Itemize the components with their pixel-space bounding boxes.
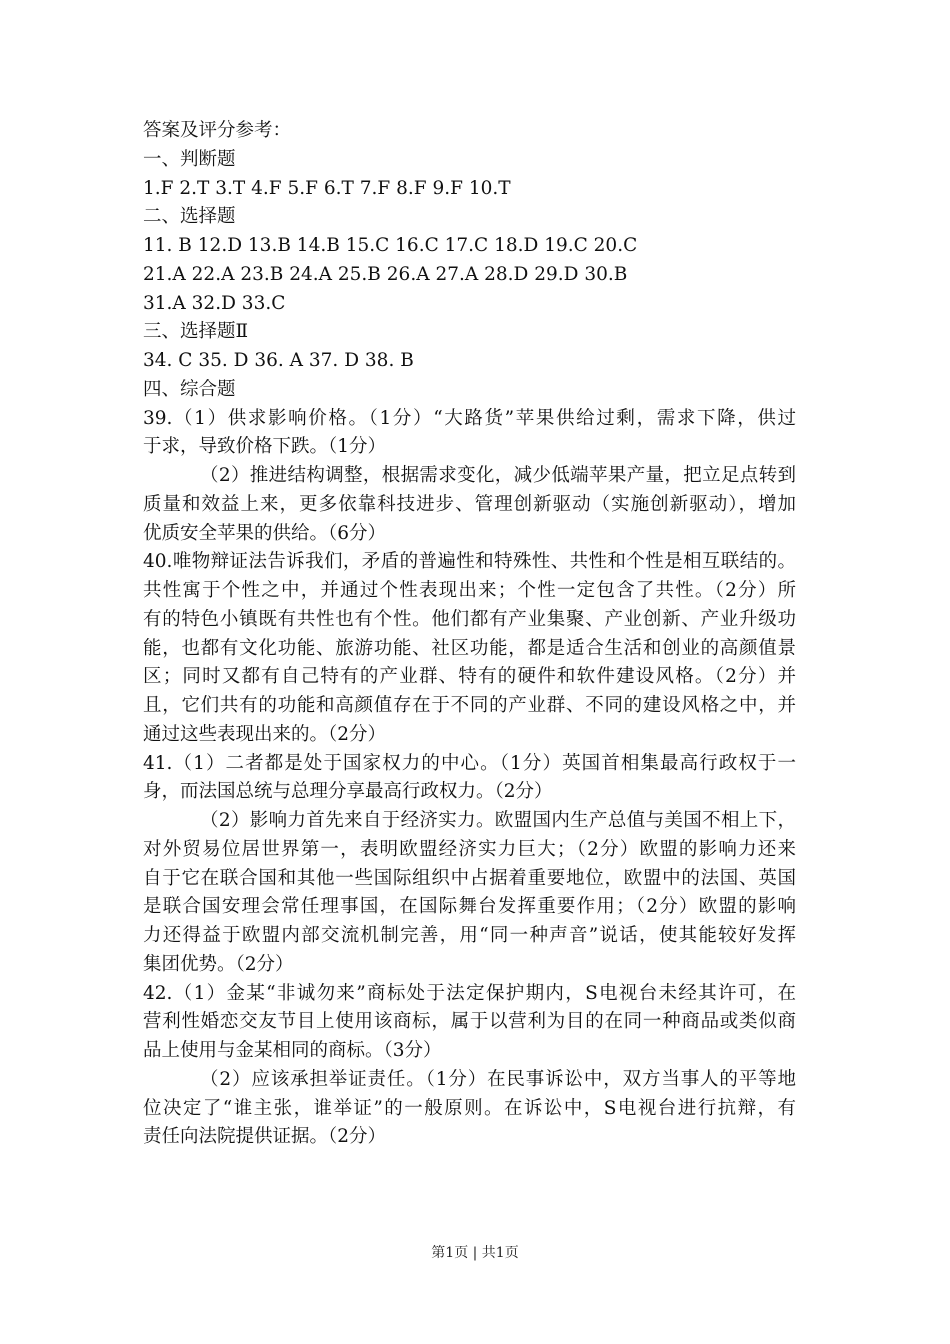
text-line: 责任向法院提供证据。（2分）	[143, 1126, 387, 1148]
text-line: 二、选择题	[143, 206, 236, 228]
text-line: 1.F 2.T 3.T 4.F 5.F 6.T 7.F 8.F 9.F 10.T	[143, 177, 511, 199]
text-line: 自于它在联合国和其他一些国际组织中占据着重要地位，欧盟中的法国、英国	[143, 867, 796, 889]
text-line: 21.A 22.A 23.B 24.A 25.B 26.A 27.A 28.D 29.D 30.B	[143, 263, 628, 285]
text-line: 品上使用与金某相同的商标。（3分）	[143, 1040, 442, 1061]
text-line: （2）影响力首先来自于经济实力。欧盟国内生产总值与美国不相上下，	[200, 810, 796, 831]
text-line: 42.（1）金某“非诚勿来”商标处于法定保护期内，S电视台未经其许可，在	[143, 982, 796, 1004]
text-line: 对外贸易位居世界第一，表明欧盟经济实力巨大；（2分）欧盟的影响力还来	[143, 838, 796, 860]
text-line: 41.（1）二者都是处于国家权力的中心。（1分）英国首相集最高行政权于一	[143, 752, 796, 774]
text-line: 31.A 32.D 33.C	[143, 292, 286, 314]
page-footer: 第1页 | 共1页	[431, 1245, 519, 1261]
text-line: 39.（1）供求影响价格。（1分）“大路货”苹果供给过剩，需求下降，供过	[143, 407, 796, 429]
text-line: 区；同时又都有自己特有的产业群、特有的硬件和软件建设风格。（2分）并	[143, 666, 796, 688]
text-line: 于求，导致价格下跌。（1分）	[143, 436, 387, 458]
text-line: 能，也都有文化功能、旅游功能、社区功能，都是适合生活和创业的高颜值景	[143, 637, 796, 659]
text-line: 答案及评分参考：	[143, 120, 292, 141]
text-line: 优质安全苹果的供给。（6分）	[143, 522, 387, 544]
document-body	[143, 117, 796, 1152]
text-line: 三、选择题Ⅱ	[143, 321, 249, 343]
text-line: 共性寓于个性之中，并通过个性表现出来；个性一定包含了共性。（2分）所	[143, 580, 796, 601]
text-line: 一、判断题	[143, 148, 236, 170]
text-line: 34. C 35. D 36. A 37. D 38. B	[143, 350, 414, 371]
text-line: 位决定了“谁主张，谁举证”的一般原则。在诉讼中，S电视台进行抗辩，有	[143, 1097, 796, 1119]
text-line: 有的特色小镇既有共性也有个性。他们都有产业集聚、产业创新、产业升级功	[143, 608, 796, 630]
text-line: 营利性婚恋交友节目上使用该商标，属于以营利为目的在同一种商品或类似商	[143, 1011, 796, 1033]
text-line: 质量和效益上来，更多依靠科技进步、管理创新驱动（实施创新驱动），增加	[143, 493, 796, 515]
text-line: 且，它们共有的功能和高颜值存在于不同的产业群、不同的建设风格之中，并	[143, 695, 796, 716]
text-line: 集团优势。（2分）	[143, 953, 294, 975]
text-line: 40.唯物辩证法告诉我们，矛盾的普遍性和特殊性、共性和个性是相互联结的。	[143, 551, 796, 573]
text-line: 四、综合题	[143, 378, 236, 400]
text-line: 通过这些表现出来的。（2分）	[143, 723, 387, 745]
text-line: 是联合国安理会常任理事国，在国际舞台发挥重要作用；（2分）欧盟的影响	[143, 896, 796, 918]
text-line: 身，而法国总统与总理分享最高行政权力。（2分）	[143, 781, 553, 803]
text-line: 11. B 12.D 13.B 14.B 15.C 16.C 17.C 18.D 19.C 20.C	[143, 235, 638, 256]
text-line: 力还得益于欧盟内部交流机制完善，用“同一种声音”说话，使其能较好发挥	[143, 925, 796, 946]
text-line: （2）推进结构调整，根据需求变化，减少低端苹果产量，把立足点转到	[200, 465, 796, 486]
text-line: （2）应该承担举证责任。（1分）在民事诉讼中，双方当事人的平等地	[200, 1068, 796, 1090]
